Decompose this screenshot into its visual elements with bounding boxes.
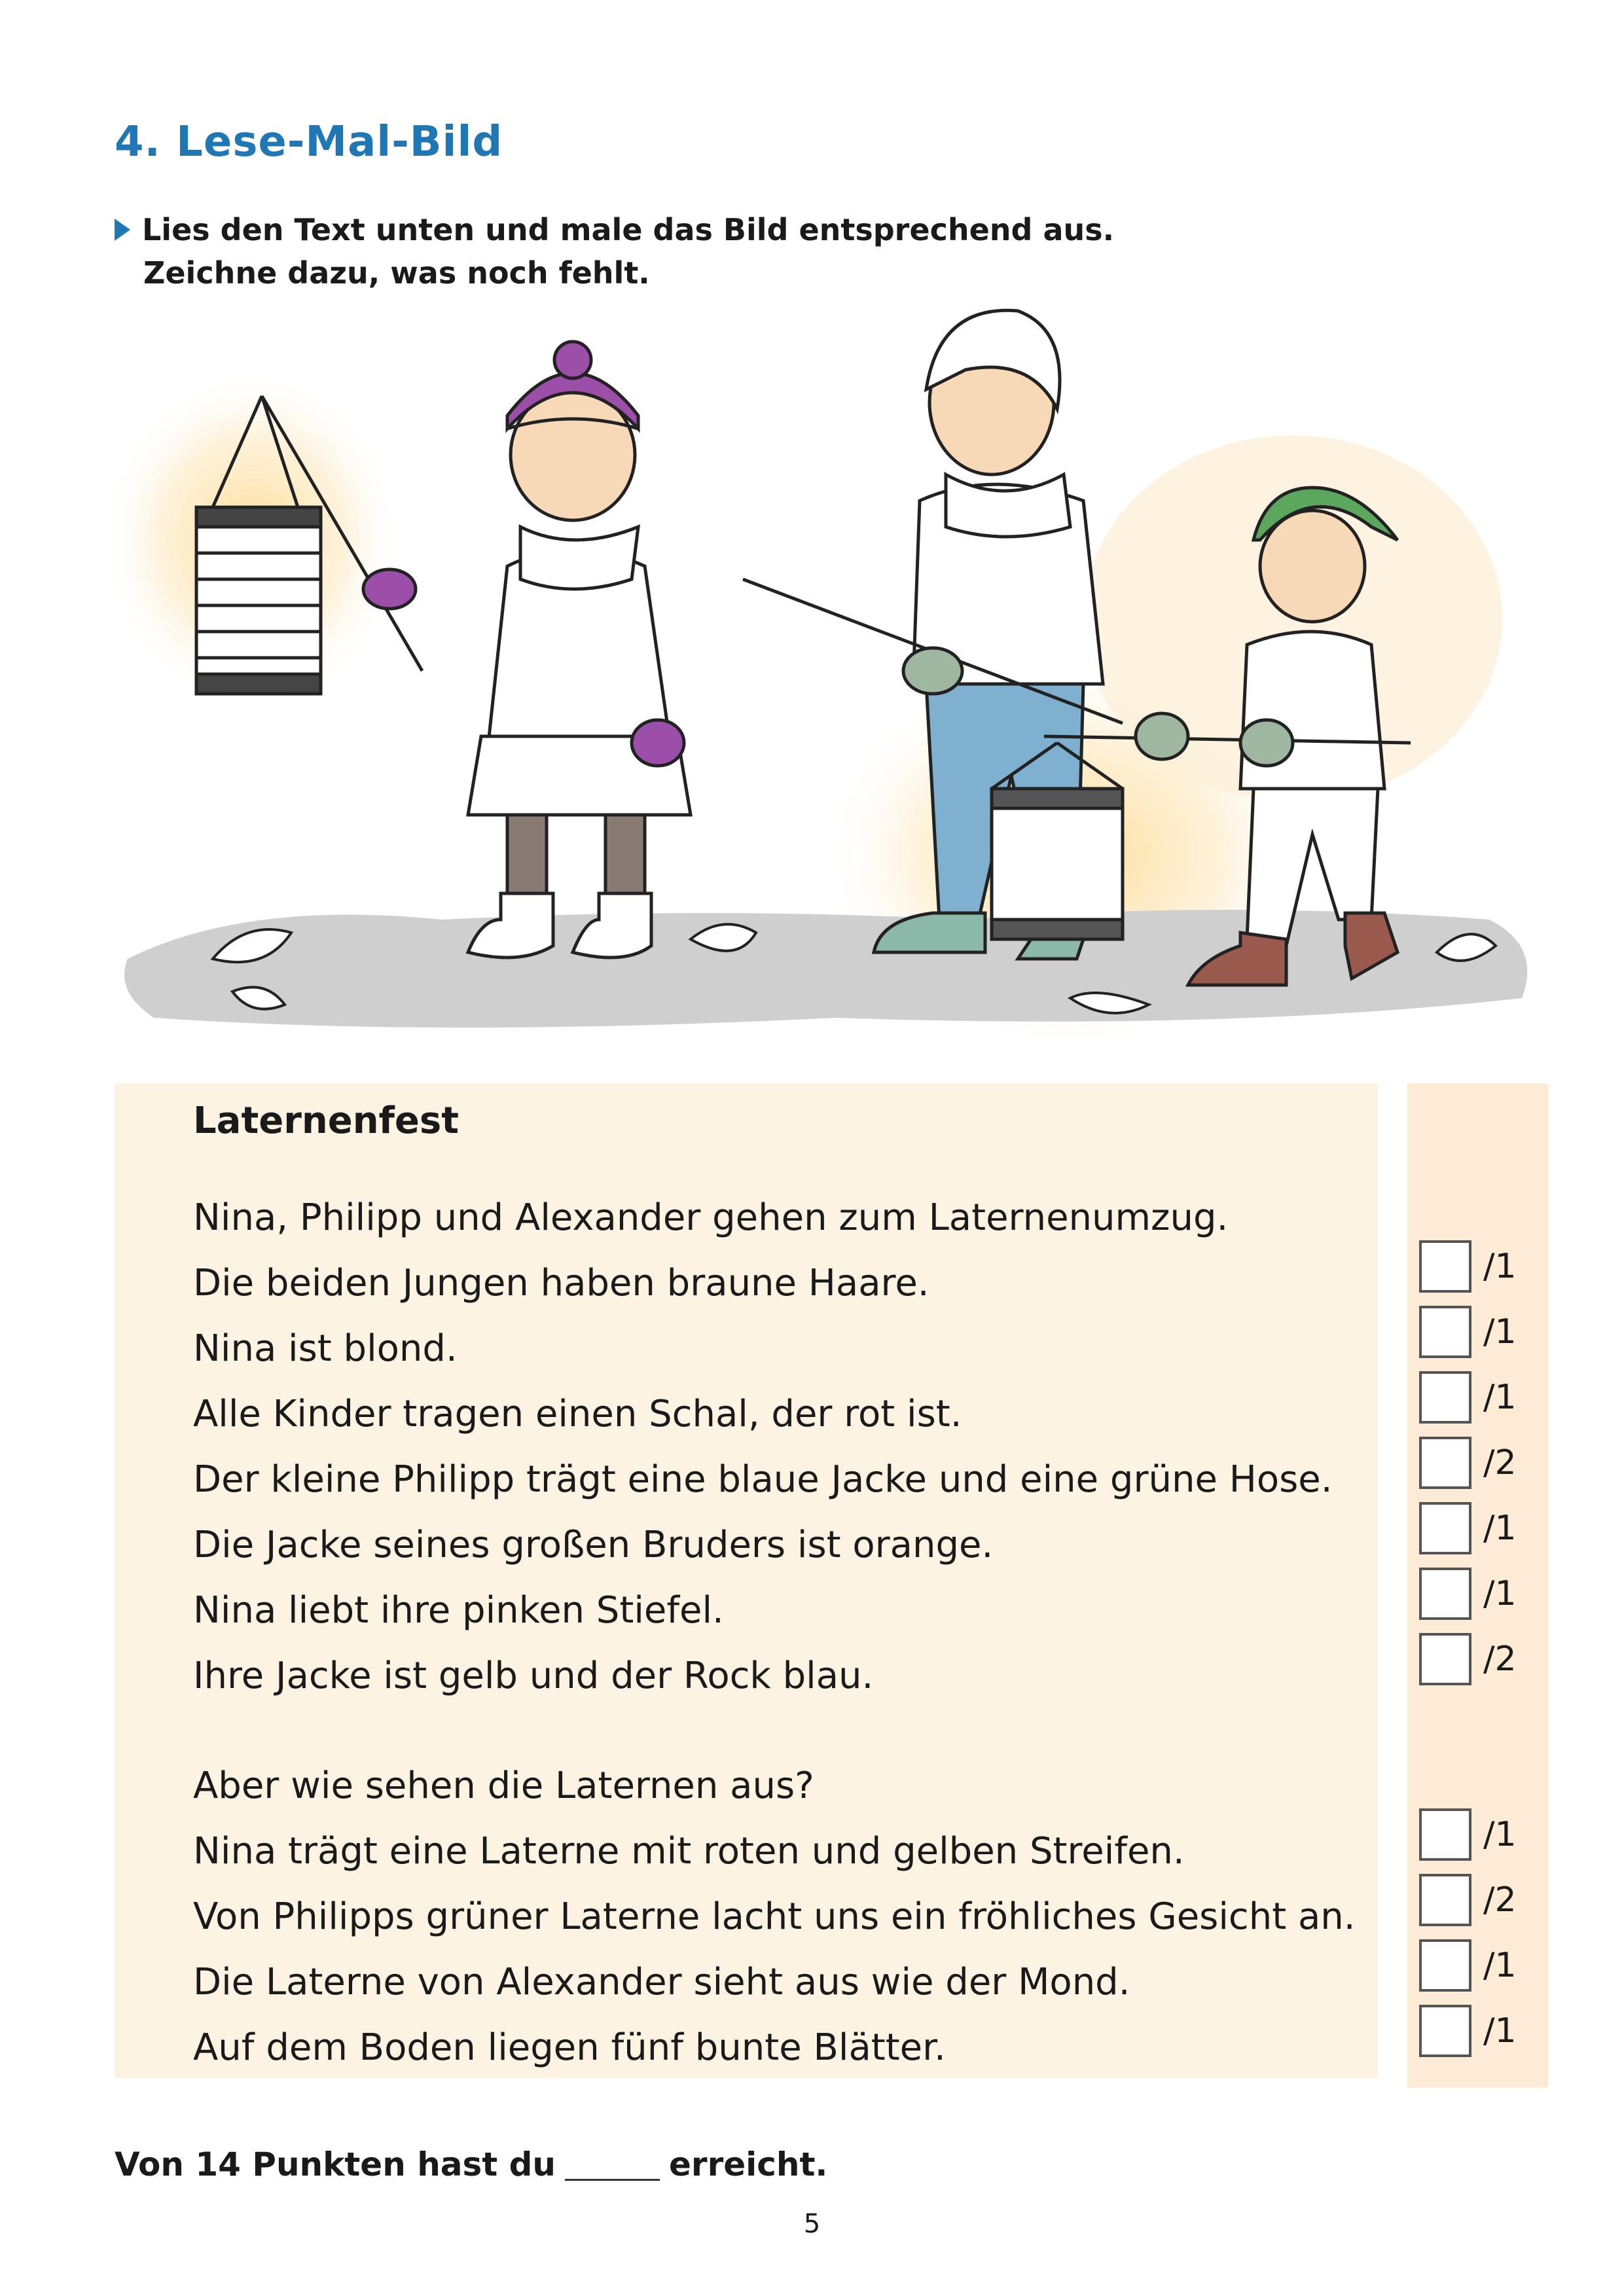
- result-line: [115, 2145, 827, 2183]
- story-line: Die Laterne von Alexander sieht aus wie der Mond.: [193, 1961, 1130, 2003]
- exercise-title: 4. Lese-Mal-Bild: [115, 118, 503, 166]
- score-points: /1: [1483, 1946, 1517, 1985]
- score-checkbox[interactable]: [1419, 1306, 1471, 1358]
- result-blank-field[interactable]: [565, 2179, 660, 2181]
- score-checkbox[interactable]: [1419, 1808, 1471, 1861]
- story-line: Die beiden Jungen haben braune Haare.: [193, 1262, 929, 1304]
- story-line: Nina ist blond.: [193, 1327, 458, 1370]
- ground: [124, 910, 1527, 1028]
- instruction: [115, 208, 1114, 295]
- score-points: /2: [1483, 1640, 1517, 1679]
- story-line: Nina liebt ihre pinken Stiefel.: [193, 1589, 724, 1632]
- story-line: Von Philipps grüner Laterne lacht uns ein fröhliches Gesicht an.: [193, 1895, 1356, 1938]
- score-points: /1: [1483, 1509, 1517, 1548]
- story-line: Ihre Jacke ist gelb und der Rock blau.: [193, 1655, 874, 1697]
- score-checkbox[interactable]: [1419, 1371, 1471, 1424]
- result-text-after: erreicht.: [669, 2145, 828, 2183]
- score-points: /1: [1483, 1574, 1517, 1613]
- score-field: [1419, 1240, 1543, 1297]
- score-field: [1419, 1633, 1543, 1689]
- score-points: /1: [1483, 1247, 1517, 1286]
- instruction-line-2: Zeichne dazu, was noch fehlt.: [143, 255, 650, 291]
- score-checkbox[interactable]: [1419, 1568, 1471, 1620]
- score-checkbox[interactable]: [1419, 1874, 1471, 1926]
- score-field: [1419, 1939, 1543, 1996]
- story-heading: Laternenfest: [193, 1100, 459, 1142]
- score-field: [1419, 2005, 1543, 2061]
- score-checkbox[interactable]: [1419, 1240, 1471, 1293]
- score-points: /2: [1483, 1880, 1517, 1920]
- score-points: /1: [1483, 1312, 1517, 1352]
- score-checkbox[interactable]: [1419, 1939, 1471, 1992]
- score-checkbox[interactable]: [1419, 2005, 1471, 2057]
- score-field: [1419, 1306, 1543, 1362]
- score-checkbox[interactable]: [1419, 1502, 1471, 1554]
- score-field: [1419, 1874, 1543, 1930]
- score-field: [1419, 1437, 1543, 1493]
- story-line: Nina trägt eine Laterne mit roten und gelben Streifen.: [193, 1830, 1185, 1873]
- score-field: [1419, 1808, 1543, 1865]
- score-field: [1419, 1502, 1543, 1558]
- score-points: /1: [1483, 2011, 1517, 2051]
- score-points: /1: [1483, 1815, 1517, 1854]
- story-line: Der kleine Philipp trägt eine blaue Jacke und eine grüne Hose.: [193, 1458, 1333, 1501]
- score-checkbox[interactable]: [1419, 1437, 1471, 1489]
- score-points: /2: [1483, 1443, 1517, 1482]
- score-checkbox[interactable]: [1419, 1633, 1471, 1685]
- score-field: [1419, 1371, 1543, 1427]
- story-line: Die Jacke seines großen Bruders ist orange.: [193, 1524, 994, 1566]
- story-line: Nina, Philipp und Alexander gehen zum Laternenumzug.: [193, 1196, 1229, 1239]
- lantern-parade-illustration: [115, 291, 1542, 1070]
- story-line: Auf dem Boden liegen fünf bunte Blätter.: [193, 2026, 946, 2069]
- instruction-line-1: Lies den Text unten und male das Bild entsprechend aus.: [142, 212, 1115, 247]
- girl-figure-nina: [363, 342, 691, 958]
- score-points: /1: [1483, 1378, 1517, 1417]
- page-number: 5: [803, 2209, 821, 2239]
- score-field: [1419, 1568, 1543, 1624]
- story-line: Aber wie sehen die Laternen aus?: [193, 1765, 814, 1807]
- triangle-bullet-icon: [115, 219, 130, 241]
- story-line: Alle Kinder tragen einen Schal, der rot ist.: [193, 1393, 962, 1435]
- result-text-before: Von 14 Punkten hast du: [115, 2145, 556, 2183]
